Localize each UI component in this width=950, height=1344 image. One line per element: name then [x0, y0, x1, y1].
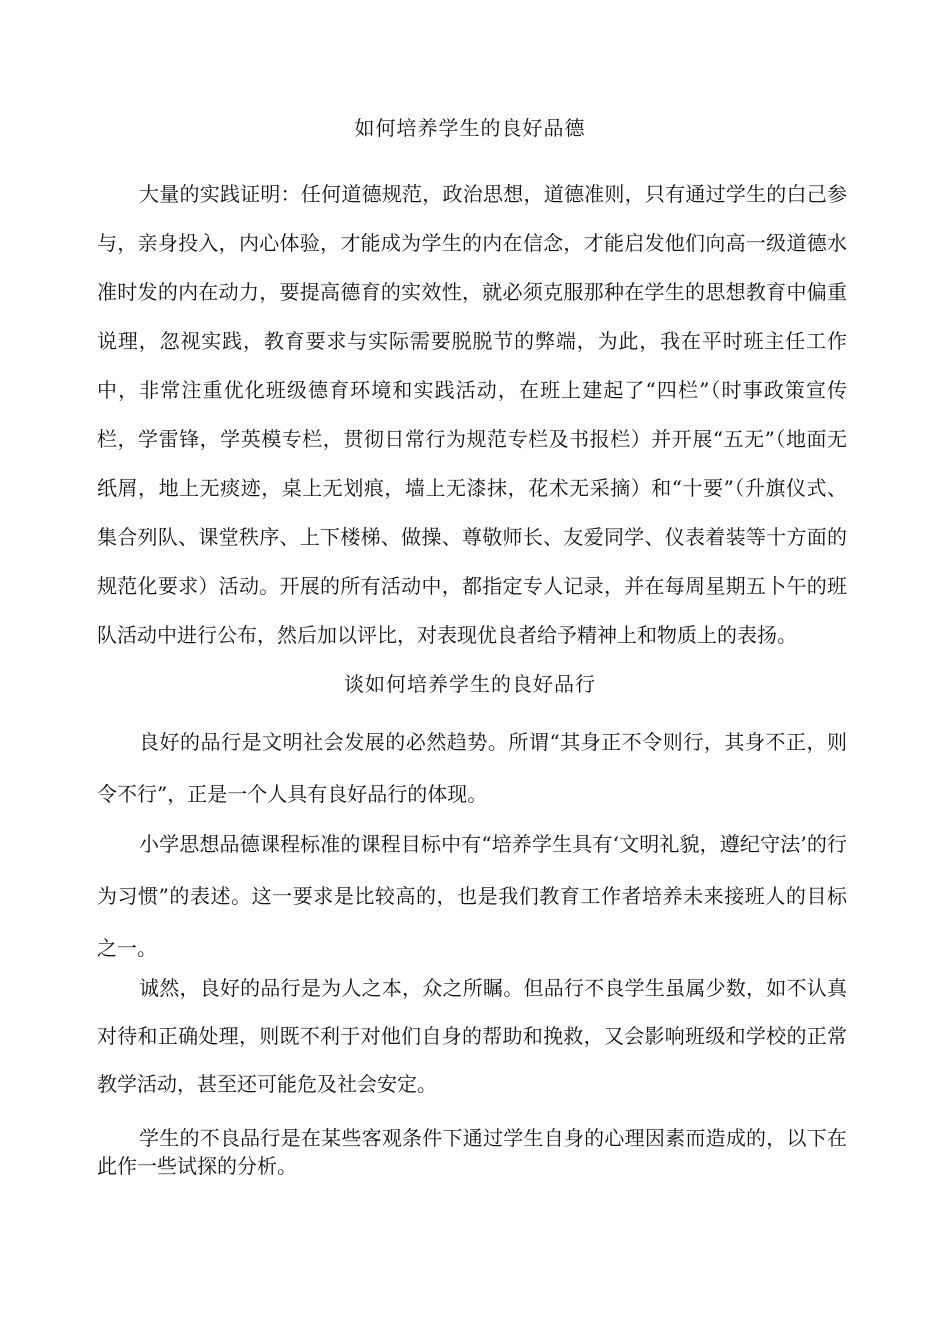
paragraph-poor-conduct: 诚然，良好的品行是为人之本，众之所瞩。但品行不良学生虽属少数，如不认真对待和正确处理，则既不利于对他们自身的帮助和挽救，又会影响班级和学校的正常教学活动，甚至还可能危及社会安定。: [97, 976, 847, 1096]
section-title: 谈如何培养学生的良好品行: [344, 672, 596, 696]
paragraph-analysis: 学生的不良品行是在某些客观条件下通过学生自身的心理因素而造成的，以下在此作一些试探的分析。: [97, 1126, 847, 1178]
document-title: 如何培养学生的良好品德: [354, 116, 586, 140]
paragraph-practice: 大量的实践证明：任何道德规范，政治思想，道德准则，只有通过学生的白己参与，亲身投入，内心体验，才能成为学生的内在信念，才能启发他们向高一级道德水准时发的内在动力，要提高德育的实效性，就必须克服那种在学生的思想教育中偏重说理，忽视实践，教育要求与实际需要脱脱节的弊端，为此，我在平时班主任工作中，非常注重优化班级德育环境和实践活动，在班上建起了“四栏”（时事政策宣传栏，学雷锋，学英模专栏，贯彻日常行为规范专栏及书报栏）并开展“五无”（地面无纸屑，地上无痰迹，桌上无划痕，墙上无漆抹，花术无采摘）和“十要”（升旗仪式、集合列队、课堂秩序、上下楼梯、做操、尊敬师长、友爱同学、仪表着装等十方面的规范化要求）活动。开展的所有活动中，都指定专人记录，并在每周星期五卜午的班队活动中进行公布，然后加以评比，对表现优良者给予精神上和物质上的表扬。: [97, 182, 847, 647]
paragraph-curriculum-goal: 小学思想品德课程标准的课程目标中有“培养学生具有‘文明礼貌，遵纪守法’的行为习惯”的表述。这一要求是比较高的，也是我们教育工作者培养未来接班人的目标之一。: [97, 832, 847, 960]
paragraph-good-conduct: 良好的品行是文明社会发展的必然趋势。所谓“其身正不令则行，其身不正，则令不行”，正是一个人具有良好品行的体现。: [97, 730, 847, 806]
